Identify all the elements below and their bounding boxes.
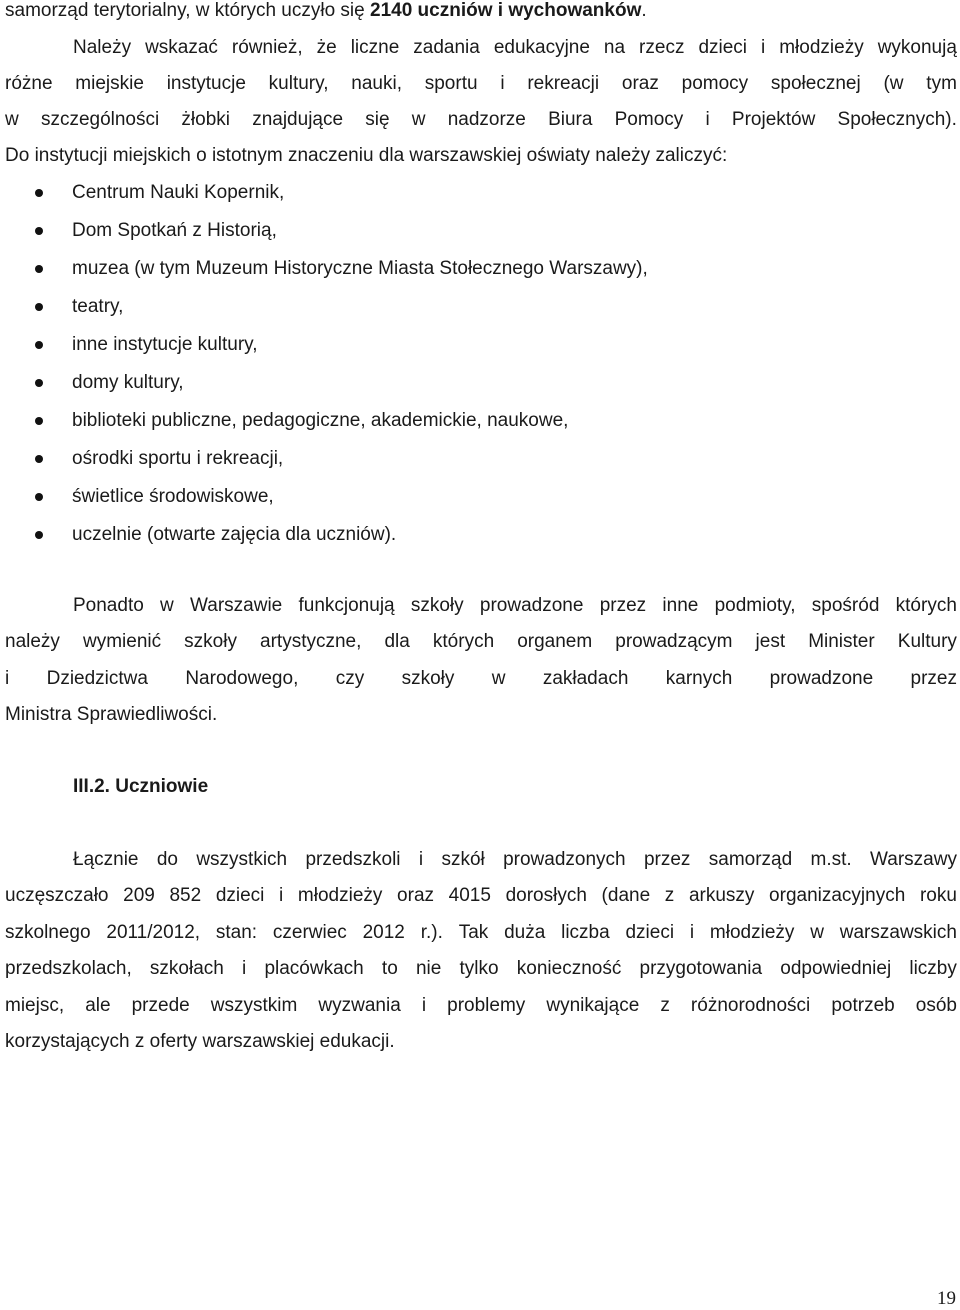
word: społecznej bbox=[770, 73, 861, 94]
word: młodzieży bbox=[709, 922, 795, 943]
paragraph-3-line-3 bbox=[5, 922, 957, 944]
word: ale bbox=[85, 995, 111, 1016]
bullet-icon bbox=[35, 379, 43, 387]
word: których bbox=[432, 631, 495, 652]
word: w bbox=[160, 595, 174, 616]
bullet-icon bbox=[35, 341, 43, 349]
word: również, bbox=[231, 37, 303, 58]
word: przede bbox=[131, 995, 190, 1016]
word: Kultury bbox=[897, 631, 957, 652]
word: Społecznych). bbox=[837, 109, 957, 130]
paragraph-3-line-4 bbox=[5, 958, 957, 980]
word: w bbox=[810, 922, 824, 943]
word: to bbox=[381, 958, 398, 979]
word: wszystkim bbox=[210, 995, 298, 1016]
word: i bbox=[689, 922, 695, 943]
word: edukacyjne bbox=[493, 37, 590, 58]
word: duża bbox=[504, 922, 546, 943]
word: 2011/2012, bbox=[106, 922, 201, 943]
word: prowadzącym bbox=[615, 631, 733, 652]
word: instytucje bbox=[166, 73, 246, 94]
text-segment: samorząd terytorialny, w których uczyło się bbox=[5, 0, 370, 21]
word: i bbox=[761, 37, 766, 58]
word: i bbox=[418, 849, 424, 870]
word: przygotowania bbox=[639, 958, 763, 979]
word: organizacyjnych bbox=[769, 885, 906, 906]
word: warszawskich bbox=[839, 922, 957, 943]
bullet-icon bbox=[35, 303, 43, 311]
word: liczba bbox=[561, 922, 610, 943]
word: jest bbox=[755, 631, 786, 652]
word: nadzorze bbox=[447, 109, 526, 130]
word: dorosłych bbox=[505, 885, 587, 906]
word: dzieci bbox=[625, 922, 675, 943]
word: (dane bbox=[601, 885, 651, 906]
paragraph-1-line-5: Do instytucji miejskich o istotnym znaczeniu dla warszawskiej oświaty należy zaliczyć: bbox=[5, 145, 728, 166]
word: przedszkoli bbox=[305, 849, 401, 870]
word: z bbox=[660, 995, 670, 1016]
word: liczby bbox=[909, 958, 957, 979]
word: stan: bbox=[215, 922, 258, 943]
word: szkoły bbox=[410, 595, 464, 616]
word: Dziedzictwa bbox=[46, 668, 148, 689]
word: miejskie bbox=[75, 73, 144, 94]
paragraph-1-line-2 bbox=[73, 37, 957, 59]
word: uczęszczało bbox=[5, 885, 109, 906]
paragraph-2-line-4: Ministra Sprawiedliwości. bbox=[5, 704, 218, 725]
word: 4015 bbox=[448, 885, 491, 906]
word: sportu bbox=[424, 73, 478, 94]
word: Należy bbox=[73, 37, 132, 58]
word: szczególności bbox=[40, 109, 160, 130]
word: zakładach bbox=[542, 668, 629, 689]
word: Warszawie bbox=[190, 595, 283, 616]
word: Projektów bbox=[731, 109, 816, 130]
word: 209 bbox=[123, 885, 155, 906]
word: przez bbox=[599, 595, 647, 616]
word: na bbox=[603, 37, 626, 58]
word: się bbox=[365, 109, 390, 130]
word: kultury, bbox=[268, 73, 329, 94]
word: Biura bbox=[548, 109, 593, 130]
word: szkolnego bbox=[5, 922, 91, 943]
word: prowadzone bbox=[479, 595, 584, 616]
word: czerwiec bbox=[272, 922, 347, 943]
word: i bbox=[279, 885, 284, 906]
word: 2012 bbox=[362, 922, 405, 943]
word: Tak bbox=[458, 922, 489, 943]
word: r.). bbox=[420, 922, 443, 943]
word: tym bbox=[926, 73, 957, 94]
word: artystyczne, bbox=[260, 631, 362, 652]
word: organem bbox=[517, 631, 593, 652]
word: żłobki bbox=[181, 109, 230, 130]
word: podmioty, bbox=[714, 595, 796, 616]
word: rekreacji bbox=[527, 73, 600, 94]
word: i bbox=[500, 73, 505, 94]
word: (w bbox=[883, 73, 904, 94]
word: w bbox=[411, 109, 426, 130]
paragraph-1-line-4 bbox=[5, 109, 957, 131]
word: wykonują bbox=[877, 37, 957, 58]
word: dzieci bbox=[215, 885, 265, 906]
bullet-icon bbox=[35, 265, 43, 273]
word: inne bbox=[662, 595, 699, 616]
word: 852 bbox=[169, 885, 202, 906]
word: szkół bbox=[441, 849, 485, 870]
word: wskazać bbox=[145, 37, 218, 58]
word: roku bbox=[919, 885, 957, 906]
paragraph-3-line-2 bbox=[5, 885, 957, 907]
word: prowadzonych bbox=[503, 849, 626, 870]
word: funkcjonują bbox=[298, 595, 395, 616]
paragraph-1-line-3 bbox=[5, 73, 957, 95]
word: młodzieży bbox=[297, 885, 383, 906]
word: Warszawy bbox=[870, 849, 957, 870]
word: pomocy bbox=[681, 73, 749, 94]
word: problemy bbox=[447, 995, 526, 1016]
word: w bbox=[491, 668, 506, 689]
word: szkoły bbox=[401, 668, 455, 689]
word: Minister bbox=[808, 631, 875, 652]
word: wyzwania bbox=[318, 995, 401, 1016]
word: i bbox=[421, 995, 427, 1016]
word: Pomocy bbox=[614, 109, 684, 130]
word: liczne bbox=[350, 37, 400, 58]
page-number: 19 bbox=[937, 1288, 956, 1309]
word: i bbox=[242, 958, 247, 979]
word: arkuszy bbox=[688, 885, 755, 906]
bullet-icon bbox=[35, 417, 43, 425]
word: i bbox=[5, 668, 10, 689]
word: odpowiedniej bbox=[780, 958, 892, 979]
word: nie bbox=[415, 958, 442, 979]
word: Łącznie bbox=[73, 849, 139, 870]
paragraph-2-line-1 bbox=[73, 595, 957, 617]
paragraph-3-line-1 bbox=[73, 849, 957, 871]
word: różne bbox=[5, 73, 53, 94]
bullet-icon bbox=[35, 455, 43, 463]
word: w bbox=[5, 109, 19, 130]
word: spośród bbox=[811, 595, 880, 616]
word: karnych bbox=[665, 668, 733, 689]
word: rzecz bbox=[639, 37, 685, 58]
word: m.st. bbox=[810, 849, 852, 870]
word: Narodowego, bbox=[185, 668, 299, 689]
word: młodzieży bbox=[779, 37, 864, 58]
paragraph-2-line-3 bbox=[5, 668, 957, 690]
word: z bbox=[664, 885, 675, 906]
word: należy bbox=[5, 631, 60, 652]
word: placówkach bbox=[264, 958, 364, 979]
word: czy bbox=[335, 668, 365, 689]
word: dzieci bbox=[698, 37, 748, 58]
word: oraz bbox=[397, 885, 435, 906]
word: przedszkolach, bbox=[5, 958, 132, 979]
word: szkołach bbox=[149, 958, 224, 979]
paragraph-2-line-2 bbox=[5, 631, 957, 653]
word: i bbox=[705, 109, 710, 130]
word: przez bbox=[910, 668, 957, 689]
word: Ponadto bbox=[73, 595, 144, 616]
word: samorząd bbox=[708, 849, 793, 870]
word: dla bbox=[384, 631, 410, 652]
word: miejsc, bbox=[5, 995, 65, 1016]
word: oraz bbox=[621, 73, 659, 94]
word: tylko bbox=[459, 958, 499, 979]
word: zadania bbox=[413, 37, 480, 58]
word: znajdujące bbox=[252, 109, 344, 130]
word: konieczność bbox=[516, 958, 622, 979]
text-segment: . bbox=[641, 0, 647, 21]
paragraph-1-line-1 bbox=[5, 0, 647, 22]
paragraph-3-line-6: korzystających z oferty warszawskiej edukacji. bbox=[5, 1031, 395, 1052]
word: wymienić bbox=[82, 631, 162, 652]
word: że bbox=[316, 37, 337, 58]
section-heading: III.2. Uczniowie bbox=[73, 776, 209, 797]
word: wszystkich bbox=[196, 849, 288, 870]
word: których bbox=[895, 595, 957, 616]
word: prowadzone bbox=[769, 668, 874, 689]
bold-text-segment: 2140 uczniów i wychowanków bbox=[370, 0, 642, 21]
word: szkoły bbox=[184, 631, 237, 652]
word: nauki, bbox=[351, 73, 402, 94]
word: przez bbox=[643, 849, 691, 870]
bullet-icon bbox=[35, 227, 43, 235]
bullet-icon bbox=[35, 493, 43, 501]
word: wynikające bbox=[546, 995, 640, 1016]
paragraph-3-line-5 bbox=[5, 995, 957, 1017]
bullet-icon bbox=[35, 189, 43, 197]
word: potrzeb bbox=[831, 995, 895, 1016]
word: osób bbox=[915, 995, 957, 1016]
bullet-icon bbox=[35, 531, 43, 539]
word: do bbox=[156, 849, 178, 870]
word: różnorodności bbox=[690, 995, 811, 1016]
